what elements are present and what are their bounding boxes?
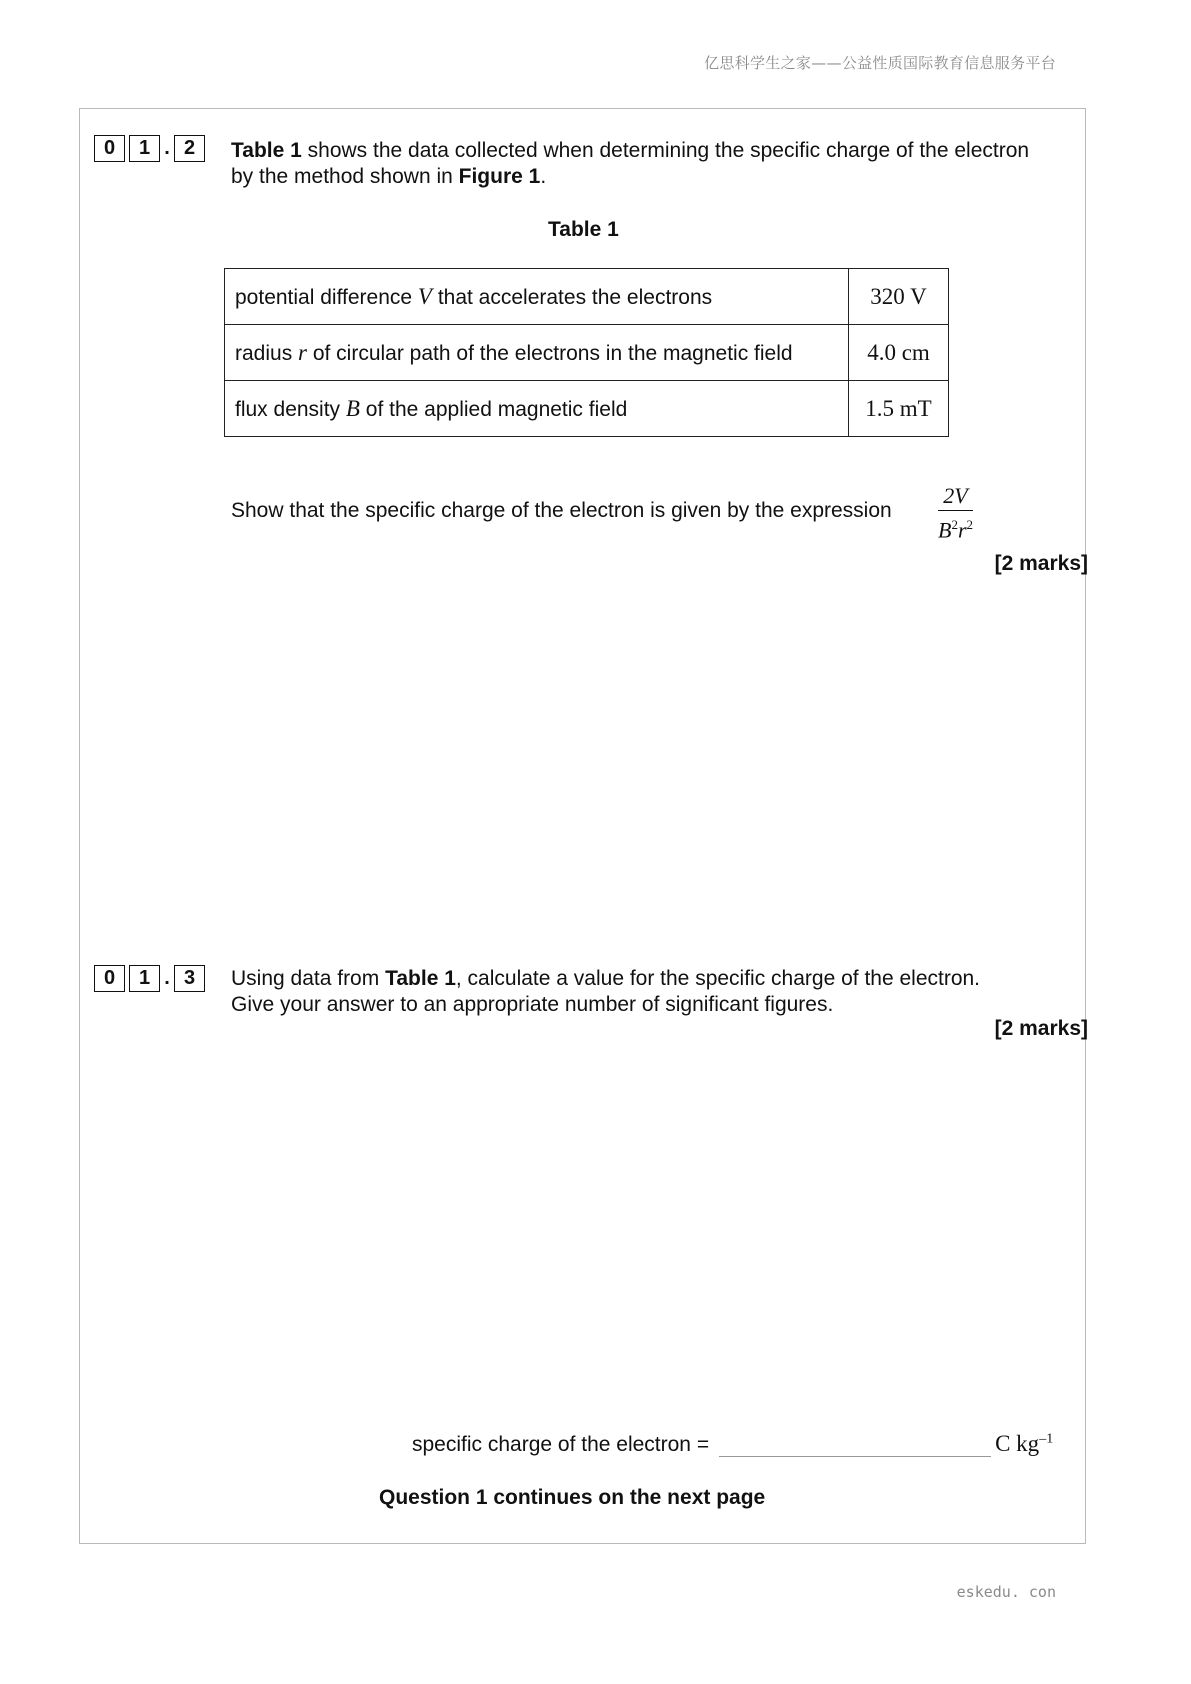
table-cell-label: radius r of circular path of the electrons in the magnetic field (225, 325, 849, 381)
intro-text: . (540, 165, 547, 188)
question-dot: . (164, 137, 170, 159)
marks-label: [2 marks] (994, 552, 1088, 575)
data-table (224, 268, 949, 437)
table-cell-value: 320 V (849, 269, 949, 325)
question-digit: 0 (94, 965, 125, 992)
table-row (225, 325, 949, 381)
question-number-01-2 (94, 135, 205, 162)
question-01-3-text (231, 966, 980, 1018)
table-ref: Table 1 (385, 967, 456, 990)
table-cell-value: 1.5 mT (849, 381, 949, 437)
question-digit: 2 (174, 135, 205, 162)
question-text: Give your answer to an appropriate number of significant figures. (231, 993, 834, 1016)
table-cell-value: 4.0 cm (849, 325, 949, 381)
question-text: Using data from (231, 967, 386, 990)
table-cell-label: flux density B of the applied magnetic field (225, 381, 849, 437)
table-row (225, 381, 949, 437)
question-number-01-3 (94, 965, 205, 992)
answer-input-line[interactable] (719, 1426, 991, 1457)
question-digit: 0 (94, 135, 125, 162)
intro-text: by the method shown in (231, 165, 459, 188)
answer-line (412, 1426, 1053, 1457)
intro-text: shows the data collected when determining the specific charge of the electron (301, 139, 1030, 162)
expression-denominator: $B^2r^2$ (938, 517, 974, 543)
answer-label: specific charge of the electron = (412, 1433, 710, 1456)
question-dot: . (164, 967, 170, 989)
question-digit: 3 (174, 965, 205, 992)
continues-note: Question 1 continues on the next page (379, 1486, 766, 1509)
table-row (225, 269, 949, 325)
show-that-text: Show that the specific charge of the electron is given by the expression (231, 499, 892, 522)
question-digit: 1 (129, 965, 160, 992)
marks-label: [2 marks] (994, 1017, 1088, 1040)
specific-charge-expression (938, 482, 973, 544)
table-ref: Table 1 (231, 139, 302, 162)
question-01-2-intro (231, 138, 1029, 190)
table-cell-label: potential difference V that accelerates the electrons (225, 269, 849, 325)
question-text: , calculate a value for the specific charge of the electron. (455, 967, 981, 990)
answer-unit: C $kg^{-1}$ (995, 1431, 1054, 1456)
footer-watermark: eskedu. con (956, 1583, 1056, 1601)
expression-numerator: 2V (938, 482, 973, 511)
table-title: Table 1 (548, 218, 619, 241)
figure-ref: Figure 1 (458, 165, 541, 188)
question-digit: 1 (129, 135, 160, 162)
header-watermark: 亿思科学生之家——公益性质国际教育信息服务平台 (704, 54, 1056, 72)
